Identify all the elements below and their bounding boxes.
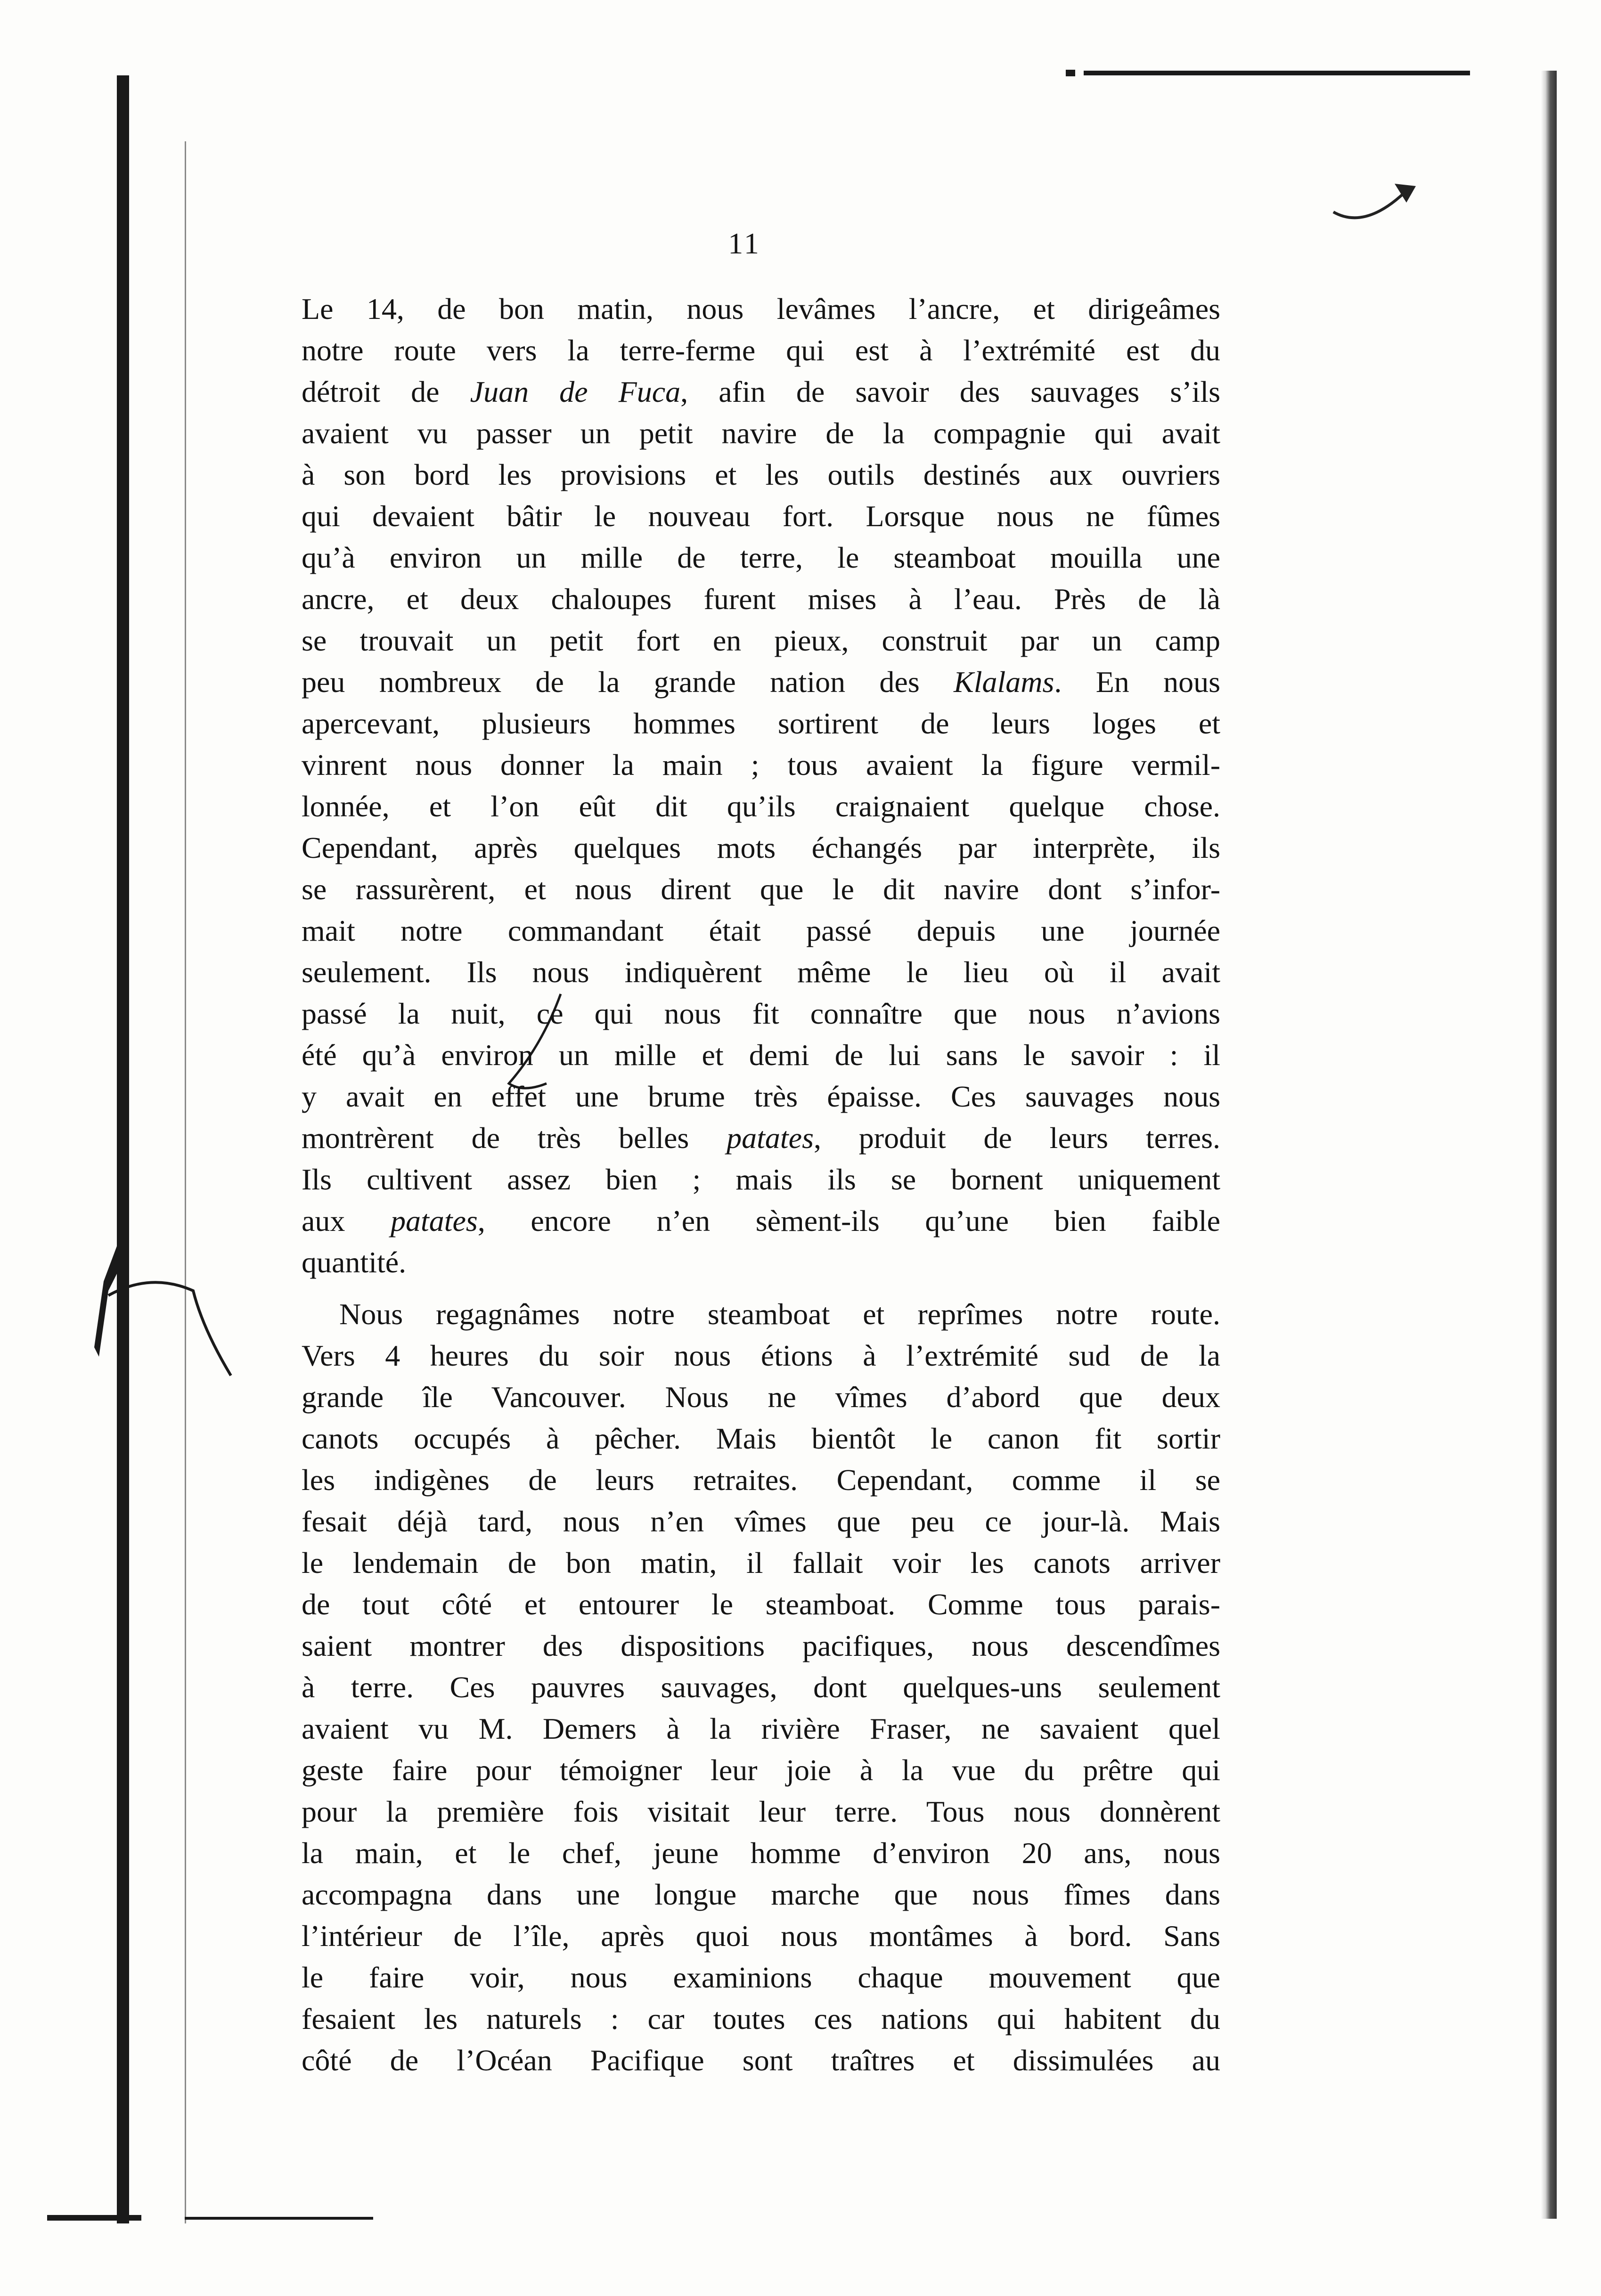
text-line: à terre. Ces pauvres sauvages, dont quelques-uns seulement <box>302 1670 1220 1704</box>
text-line: l’intérieur de l’île, après quoi nous montâmes à bord. Sans <box>302 1919 1220 1953</box>
text-line: avaient vu M. Demers à la rivière Fraser, ne savaient quel <box>302 1712 1220 1745</box>
text-line: se rassurèrent, et nous dirent que le dit navire dont s’infor- <box>302 872 1220 906</box>
text-line: vinrent nous donner la main ; tous avaient la figure vermil- <box>302 748 1220 782</box>
text-line: aux patates, encore n’en sèment-ils qu’une bien faible <box>302 1204 1220 1238</box>
text-line: quantité. <box>302 1246 407 1279</box>
text-line: le faire voir, nous examinions chaque mouvement que <box>302 1961 1220 1994</box>
text-line: qui devaient bâtir le nouveau fort. Lorsque nous ne fûmes <box>302 499 1220 533</box>
text-line: le lendemain de bon matin, il fallait voir les canots arriver <box>302 1546 1220 1580</box>
pencil-arrow-mark <box>1329 170 1423 231</box>
text-line: y avait en effet une brume très épaisse. Ces sauvages nous <box>302 1080 1220 1113</box>
text-line: détroit de Juan de Fuca, afin de savoir des sauvages s’ils <box>302 375 1220 408</box>
text-line: Ils cultivent assez bien ; mais ils se bornent uniquement <box>302 1163 1220 1196</box>
text-line: Nous regagnâmes notre steamboat et reprîmes notre route. <box>339 1297 1220 1331</box>
text-line: Cependant, après quelques mots échangés par interprète, ils <box>302 831 1220 864</box>
text-line: ancre, et deux chaloupes furent mises à l’eau. Près de là <box>302 582 1220 616</box>
text-line: de tout côté et entourer le steamboat. Comme tous parais- <box>302 1588 1220 1621</box>
paragraph-1 <box>302 288 1220 1283</box>
text-line: fesait déjà tard, nous n’en vîmes que peu ce jour-là. Mais <box>302 1505 1220 1538</box>
text-line: avaient vu passer un petit navire de la compagnie qui avait <box>302 416 1220 450</box>
text-line: notre route vers la terre-ferme qui est à l’extrémité est du <box>302 334 1220 367</box>
text-line: se trouvait un petit fort en pieux, construit par un camp <box>302 624 1220 657</box>
text-line: canots occupés à pêcher. Mais bientôt le canon fit sortir <box>302 1422 1220 1455</box>
bottom-rule <box>185 2217 373 2220</box>
text-line: apercevant, plusieurs hommes sortirent de leurs loges et <box>302 707 1220 740</box>
binding-edge-left <box>117 75 129 2223</box>
page-number: 11 <box>728 227 761 260</box>
text-line: les indigènes de leurs retraites. Cependant, comme il se <box>302 1463 1220 1497</box>
text-line: pour la première fois visitait leur terre. Tous nous donnèrent <box>302 1795 1220 1828</box>
bottom-rule-left <box>47 2215 141 2221</box>
text-line: à son bord les provisions et les outils destinés aux ouvriers <box>302 458 1220 491</box>
text-line: mait notre commandant était passé depuis une journée <box>302 914 1220 947</box>
top-rule-dot <box>1066 70 1075 76</box>
text-line: la main, et le chef, jeune homme d’environ 20 ans, nous <box>302 1836 1220 1870</box>
text-line: seulement. Ils nous indiquèrent même le lieu où il avait <box>302 955 1220 989</box>
body-text <box>302 288 1220 2081</box>
margin-pencil-mark <box>75 1234 254 1404</box>
text-line: peu nombreux de la grande nation des Klalams. En nous <box>302 665 1220 699</box>
text-line: côté de l’Océan Pacifique sont traîtres et dissimulées au <box>302 2044 1220 2077</box>
text-line: Le 14, de bon matin, nous levâmes l’ancre, et dirigeâmes <box>302 292 1220 326</box>
text-line: saient montrer des dispositions pacifiques, nous descendîmes <box>302 1629 1220 1662</box>
text-line: accompagna dans une longue marche que nous fîmes dans <box>302 1878 1220 1911</box>
text-line: été qu’à environ un mille et demi de lui sans le savoir : il <box>302 1038 1220 1072</box>
text-line: lonnée, et l’on eût dit qu’ils craignaient quelque chose. <box>302 790 1220 823</box>
text-line: fesaient les naturels : car toutes ces nations qui habitent du <box>302 2002 1220 2035</box>
top-rule <box>1084 71 1470 75</box>
text-line: grande île Vancouver. Nous ne vîmes d’abord que deux <box>302 1380 1220 1414</box>
text-line: qu’à environ un mille de terre, le steamboat mouilla une <box>302 541 1220 574</box>
margin-rule-left <box>185 141 186 2223</box>
text-line: passé la nuit, ce qui nous fit connaître que nous n’avions <box>302 997 1220 1030</box>
text-line: geste faire pour témoigner leur joie à la vue du prêtre qui <box>302 1753 1220 1787</box>
paragraph-2 <box>302 1294 1220 2081</box>
text-line: Vers 4 heures du soir nous étions à l’extrémité sud de la <box>302 1339 1220 1372</box>
binding-edge-right <box>1541 71 1557 2219</box>
text-line: montrèrent de très belles patates, produit de leurs terres. <box>302 1121 1220 1155</box>
